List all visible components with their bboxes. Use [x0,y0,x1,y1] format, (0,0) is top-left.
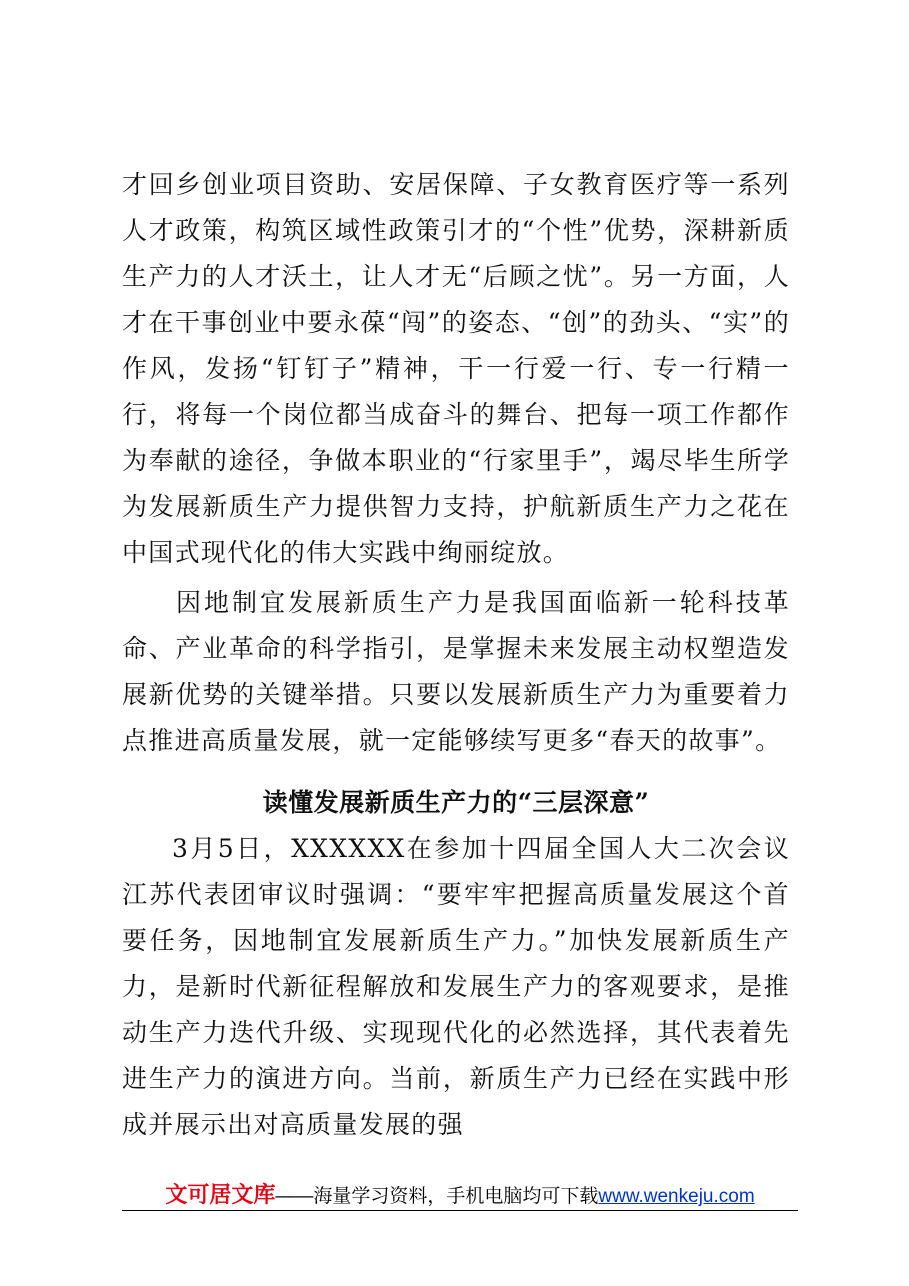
footer-divider [122,1210,798,1211]
body-paragraph: 3月5日，XXXXXX在参加十四届全国人大二次会议江苏代表团审议时强调：“要牢牢把握高质量发展这个首要任务，因地制宜发展新质生产力。”加快发展新质生产力，是新时代新征程解放和发展生产力的客观要求，是推动生产力迭代升级、实现现代化的必然选择，其代表着先进生产力的演进方向。当前，新质生产力已经在实践中形成并展示出对高质量发展的强 [122,834,790,1139]
footer-site-link[interactable]: www.wenkeju.com [598,1186,755,1207]
footer-tagline: ——海量学习资料，手机电脑均可下载 [275,1186,599,1207]
page-footer [122,1180,798,1212]
body-paragraph: 才回乡创业项目资助、安居保障、子女教育医疗等一系列人才政策，构筑区域性政策引才的“个性”优势，深耕新质生产力的人才沃土，让人才无“后顾之忧”。另一方面，人才在干事创业中要永葆“闯”的姿态、“创”的劲头、“实”的作风，发扬“钉钉子”精神，干一行爱一行、专一行精一行，将每一个岗位都当成奋斗的舞台、把每一项工作都作为奉献的途径，争做本职业的“行家里手”，竭尽毕生所学为发展新质生产力提供智力支持，护航新质生产力之花在中国式现代化的伟大实践中绚丽绽放。 [122,170,790,567]
body-paragraph: 因地制宜发展新质生产力是我国面临新一轮科技革命、产业革命的科学指引，是掌握未来发展主动权塑造发展新优势的关键举措。只要以发展新质生产力为重要着力点推进高质量发展，就一定能够续写更多“春天的故事”。 [122,588,790,755]
footer-brand: 文可居文库 [165,1182,276,1207]
section-heading: 读懂发展新质生产力的“三层深意” [262,788,650,817]
